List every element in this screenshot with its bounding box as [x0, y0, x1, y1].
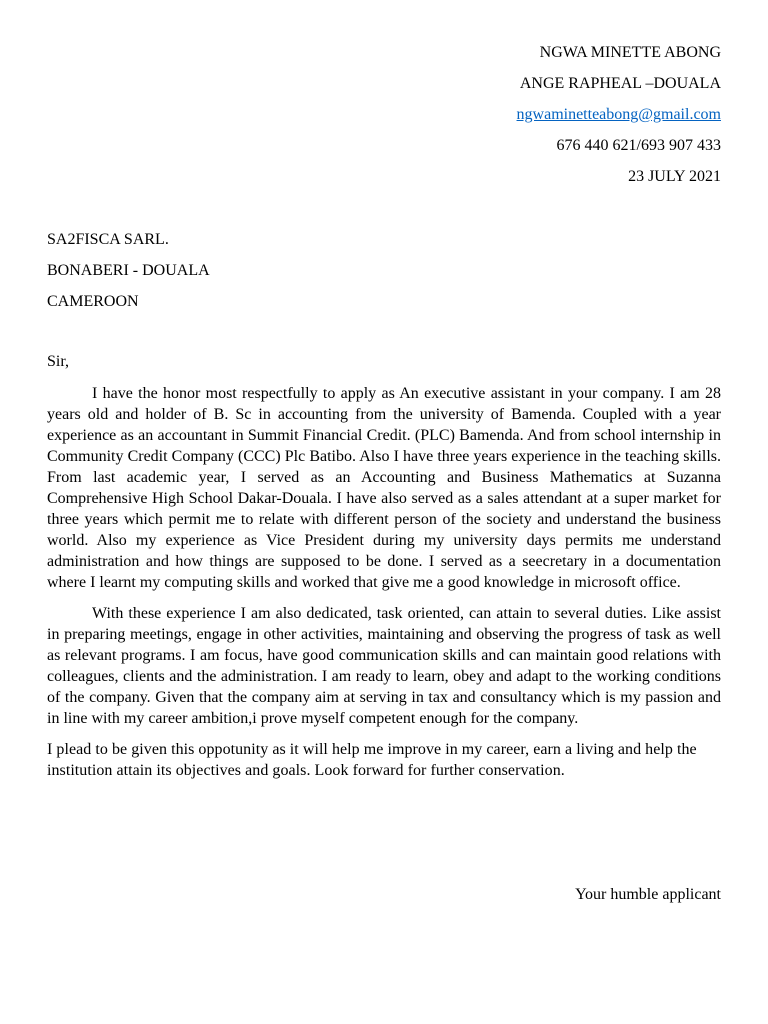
letter-body	[47, 383, 721, 791]
letter-date: 23 JULY 2021	[628, 168, 721, 185]
recipient-city: BONABERI - DOUALA	[47, 262, 210, 279]
sender-email-link[interactable]: ngwaminetteabong@gmail.com	[516, 106, 721, 123]
recipient-country: CAMEROON	[47, 293, 139, 310]
sender-phone: 676 440 621/693 907 433	[556, 137, 721, 154]
sender-name: NGWA MINETTE ABONG	[539, 44, 721, 61]
body-paragraph-3: I plead to be given this oppotunity as it will help me improve in my career, earn a living and help the institution attain its objectives and goals. Look forward for further conservation.	[47, 741, 697, 779]
sender-email-line	[517, 104, 721, 135]
sender-block	[517, 42, 721, 197]
body-paragraph-1: I have the honor most respectfully to apply as An executive assistant in your company. I am 28 years old and holder of B. Sc in accounting from the university of Bamenda. Coupled with a year experience as an accountant in Summit Financial Credit. (PLC) Bamenda. And from school internship in Community Credit Company (CCC) Plc Batibo. Also I have three years experience in the teaching skills. From last academic year, I served as an Accounting and Business Mathematics at Suzanna Comprehensive High School Dakar-Douala. I have also served as a sales attendant at a super market for three years which permit me to relate with different person of the society and understand the business world. Also my experience as Vice President during my university days permits me understand administration and how things are supposed to be done. I served as a seecretary in a documentation where I learnt my computing skills and worked that give me a good knowledge in microsoft office.	[47, 385, 721, 591]
sender-address: ANGE RAPHEAL –DOUALA	[519, 75, 721, 92]
closing-signoff: Your humble applicant	[575, 886, 721, 903]
recipient-company: SA2FISCA SARL.	[47, 231, 169, 248]
recipient-block	[47, 229, 210, 322]
salutation: Sir,	[47, 353, 70, 370]
body-paragraph-2: With these experience I am also dedicated, task oriented, can attain to several duties. Like assist in preparing meetings, engage in other activities, maintaining and observing the progress of task as well as relevant programs. I am focus, have good communication skills and can maintain good relations with colleagues, clients and the administration. I am ready to learn, obey and adapt to the working conditions of the company. Given that the company aim at serving in tax and consultancy which is my passion and in line with my career ambition,i prove myself competent enough for the company.	[47, 605, 721, 727]
